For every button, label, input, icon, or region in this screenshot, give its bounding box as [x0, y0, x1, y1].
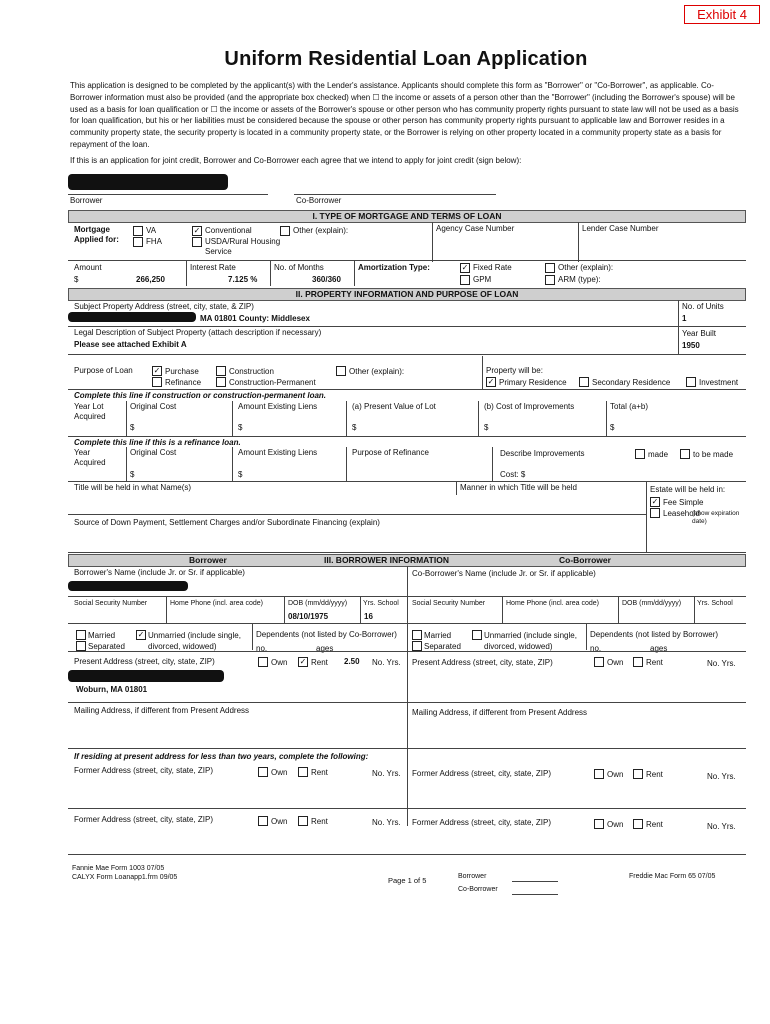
gpm-checkbox[interactable] — [460, 275, 470, 285]
form-title: Uniform Residential Loan Application — [224, 48, 588, 70]
refinance-label: Refinance — [165, 378, 202, 387]
dependents-label: Dependents (not listed by Co-Borrower) — [256, 630, 397, 639]
co-yrs-school-label: Yrs. School — [697, 600, 733, 607]
purchase-label: Purchase — [165, 367, 199, 376]
footer-page: Page 1 of 5 — [388, 876, 427, 885]
fee-simple-checkbox[interactable]: ✓ — [651, 497, 659, 506]
co-own-label: Own — [607, 658, 624, 667]
refinance-note: Complete this line if this is a refinance loan. — [74, 438, 241, 447]
co-unmarried-label: Unmarried (include single, — [484, 631, 577, 640]
secondary-residence-checkbox[interactable] — [579, 377, 589, 387]
to-be-made-label: to be made — [693, 450, 734, 459]
usda-checkbox[interactable] — [192, 237, 202, 247]
unmarried-label: Unmarried (include single, — [148, 631, 241, 640]
sig-coborrower-label: Co-Borrower — [296, 196, 342, 205]
former-address-label-2: Former Address (street, city, state, ZIP) — [74, 815, 213, 824]
interest-rate-label: Interest Rate — [190, 263, 236, 272]
original-cost-dollar: $ — [130, 423, 135, 432]
refi-original-cost-dollar: $ — [130, 470, 135, 479]
sig-borrower-label: Borrower — [70, 196, 103, 205]
co-unmarried-checkbox[interactable] — [472, 630, 482, 640]
gpm-label: GPM — [473, 275, 492, 284]
redacted-name — [68, 581, 188, 591]
redacted-address — [68, 312, 196, 322]
arm-checkbox[interactable] — [545, 275, 555, 285]
ssn-label: Social Security Number — [74, 600, 148, 607]
made-checkbox[interactable] — [635, 449, 645, 459]
interest-rate-value: 7.125 % — [228, 275, 258, 284]
fha-checkbox[interactable] — [133, 237, 143, 247]
lender-case-label: Lender Case Number — [582, 224, 659, 233]
manner-title-label: Manner in which Title will be held — [460, 483, 577, 492]
footer-freddie: Freddie Mac Form 65 07/05 — [629, 873, 716, 880]
section-3-title: III. BORROWER INFORMATION — [324, 555, 449, 565]
co-dependents-label: Dependents (not listed by Borrower) — [590, 630, 719, 639]
co-former-address-label-1: Former Address (street, city, state, ZIP) — [412, 769, 551, 778]
construction-label: Construction — [229, 367, 274, 376]
cost-improvements-label: (b) Cost of Improvements — [484, 402, 575, 411]
former-own-label-2: Own — [271, 817, 288, 826]
co-former-rent-checkbox-2[interactable] — [633, 819, 643, 829]
purpose-refinance-label: Purpose of Refinance — [352, 448, 429, 457]
property-will-be-label: Property will be: — [486, 366, 543, 375]
co-dependents-ages: ages — [650, 644, 668, 653]
conventional-label: Conventional — [205, 226, 252, 235]
co-former-rent-label-1: Rent — [646, 770, 663, 779]
agency-case-label: Agency Case Number — [436, 224, 515, 233]
rent-checkbox[interactable]: ✓ — [299, 657, 307, 666]
dob-label: DOB (mm/dd/yyyy) — [288, 600, 348, 607]
co-former-rent-label-2: Rent — [646, 820, 663, 829]
married-checkbox[interactable] — [76, 630, 86, 640]
former-no-yrs-1: No. Yrs. — [372, 769, 401, 778]
borrower-tab: Borrower — [189, 555, 227, 565]
borrower-name-label: Borrower's Name (include Jr. or Sr. if applicable) — [74, 568, 245, 577]
separated-checkbox[interactable] — [76, 641, 86, 651]
leasehold-note: (show expiration date) — [692, 510, 740, 525]
refi-existing-liens-dollar: $ — [238, 470, 243, 479]
former-address-label-1: Former Address (street, city, state, ZIP) — [74, 766, 213, 775]
legal-description-label: Legal Description of Subject Property (attach description if necessary) — [74, 328, 322, 337]
other-mortgage-label: Other (explain): — [293, 226, 349, 235]
co-rent-label: Rent — [646, 658, 663, 667]
down-payment-label: Source of Down Payment, Settlement Charges and/or Subordinate Financing (explain) — [74, 518, 380, 527]
co-former-no-yrs-1: No. Yrs. — [707, 772, 736, 781]
months-label: No. of Months — [274, 263, 324, 272]
exhibit-label: Exhibit 4 — [684, 5, 760, 24]
no-yrs-label: No. Yrs. — [372, 658, 401, 667]
purpose-other-checkbox[interactable] — [336, 366, 346, 376]
dependents-ages: ages — [316, 644, 334, 653]
own-label: Own — [271, 658, 288, 667]
primary-residence-label: Primary Residence — [499, 378, 567, 387]
co-rent-checkbox[interactable] — [633, 657, 643, 667]
existing-liens-dollar: $ — [238, 423, 243, 432]
estate-held-label: Estate will be held in: — [650, 485, 726, 494]
yrs-school-value: 16 — [364, 612, 373, 621]
co-separated-checkbox[interactable] — [412, 641, 422, 651]
co-former-own-label-1: Own — [607, 770, 624, 779]
co-separated-label: Separated — [424, 642, 461, 651]
section-1-header: I. TYPE OF MORTGAGE AND TERMS OF LOAN — [68, 210, 746, 223]
fee-simple-label: Fee Simple — [663, 498, 704, 507]
fixed-rate-checkbox[interactable]: ✓ — [461, 263, 469, 272]
investment-checkbox[interactable] — [686, 377, 696, 387]
co-married-label: Married — [424, 631, 452, 640]
mailing-address-label: Mailing Address, if different from Present Address — [74, 706, 250, 715]
dependents-no: no. — [256, 644, 268, 653]
refi-original-cost-label: Original Cost — [130, 448, 177, 457]
construction-perm-checkbox[interactable] — [216, 377, 226, 387]
redacted-street — [68, 670, 224, 682]
conventional-checkbox[interactable]: ✓ — [193, 226, 201, 235]
purchase-checkbox[interactable]: ✓ — [153, 366, 161, 375]
own-checkbox[interactable] — [258, 657, 268, 667]
footer-borrower: Borrower — [458, 873, 487, 880]
year-built-value: 1950 — [682, 341, 700, 350]
residing-note: If residing at present address for less than two years, complete the following: — [74, 752, 369, 761]
amort-other-label: Other (explain): — [558, 263, 614, 272]
year-built-label: Year Built — [682, 329, 716, 338]
arm-label: ARM (type): — [558, 275, 601, 284]
mortgage-applied-label: Mortgage Applied for: — [74, 225, 119, 244]
leasehold-checkbox[interactable] — [650, 508, 660, 518]
present-value-label: (a) Present Value of Lot — [352, 402, 436, 411]
former-rent-checkbox-1[interactable] — [298, 767, 308, 777]
co-former-own-checkbox-1[interactable] — [594, 769, 604, 779]
primary-residence-checkbox[interactable]: ✓ — [487, 377, 495, 386]
legal-description-value: Please see attached Exhibit A — [74, 340, 187, 349]
co-own-checkbox[interactable] — [594, 657, 604, 667]
to-be-made-checkbox[interactable] — [680, 449, 690, 459]
secondary-residence-label: Secondary Residence — [592, 378, 671, 387]
original-cost-label: Original Cost — [130, 402, 177, 411]
unmarried-checkbox[interactable]: ✓ — [137, 630, 145, 639]
former-no-yrs-2: No. Yrs. — [372, 818, 401, 827]
yrs-school-label: Yrs. School — [363, 600, 399, 607]
home-phone-label: Home Phone (incl. area code) — [170, 600, 263, 607]
former-rent-checkbox-2[interactable] — [298, 816, 308, 826]
made-label: made — [648, 450, 669, 459]
units-value: 1 — [682, 314, 687, 323]
va-checkbox[interactable] — [133, 226, 143, 236]
amount-value: 266,250 — [136, 275, 165, 284]
coborrower-tab: Co-Borrower — [559, 555, 611, 565]
footer-calyx: CALYX Form Loanapp1.frm 09/05 — [72, 874, 178, 881]
leasehold-label: Leasehold — [663, 509, 700, 518]
rent-years-value: 2.50 — [344, 657, 360, 666]
cost-improvements-dollar: $ — [484, 423, 489, 432]
construction-perm-label: Construction-Permanent — [229, 378, 316, 387]
section-2-header: II. PROPERTY INFORMATION AND PURPOSE OF LOAN — [68, 288, 746, 301]
amount-dollar: $ — [74, 275, 79, 284]
city-value: Woburn, MA 01801 — [76, 685, 148, 694]
total-label: Total (a+b) — [610, 402, 649, 411]
investment-label: Investment — [699, 378, 739, 387]
co-present-address-label: Present Address (street, city, state, ZIP) — [412, 658, 553, 667]
amort-other-checkbox[interactable] — [545, 263, 555, 273]
former-rent-label-2: Rent — [311, 817, 328, 826]
year-acquired-label: Year Acquired — [74, 448, 106, 467]
construction-checkbox[interactable] — [216, 366, 226, 376]
units-label: No. of Units — [682, 302, 724, 311]
other-mortgage-checkbox[interactable] — [280, 226, 290, 236]
purpose-label: Purpose of Loan — [74, 366, 133, 375]
former-own-label-1: Own — [271, 768, 288, 777]
rent-label: Rent — [311, 658, 328, 667]
co-dob-label: DOB (mm/dd/yyyy) — [622, 600, 682, 607]
intro-paragraph: This application is designed to be completed by the applicant(s) with the Lender's assistance. Applicants should complete this form as "Borrower" or "Co-Borrower", as applicable. Co-Borrower information must also be provided (and the appropriate box checked) when ☐ the income or assets of a person other than the "Borrower" (including the Borrower's spouse) will be used as a basis for loan qualification or ☐ the income or assets of the Borrower's spouse or other person who has community property rights pursuant to state law will not be used as a basis for loan qualification, but his or her liabilities must be considered because the spouse or other person has community property rights pursuant to applicable law and Borrower resides in a community property state, the security property is located in a community property state, or the Borrower is relying on other property located in a community property state as a basis for repayment of the loan. — [70, 81, 739, 149]
former-own-checkbox-2[interactable] — [258, 816, 268, 826]
footer-coborrower: Co-Borrower — [458, 886, 498, 893]
amount-label: Amount — [74, 263, 102, 272]
co-former-address-label-2: Former Address (street, city, state, ZIP) — [412, 818, 551, 827]
loan-application-form — [66, 38, 746, 898]
footer-fannie: Fannie Mae Form 1003 07/05 — [72, 865, 165, 872]
co-no-yrs-label: No. Yrs. — [707, 659, 736, 668]
cost-label: Cost: $ — [500, 470, 526, 479]
construction-note: Complete this line if construction or construction-permanent loan. — [74, 391, 327, 400]
separated-label: Separated — [88, 642, 125, 651]
dob-value: 08/10/1975 — [288, 612, 329, 621]
subject-address-label: Subject Property Address (street, city, state, & ZIP) — [74, 302, 254, 311]
co-former-own-label-2: Own — [607, 820, 624, 829]
present-value-dollar: $ — [352, 423, 357, 432]
fha-label: FHA — [146, 237, 162, 246]
title-names-label: Title will be held in what Name(s) — [74, 483, 192, 492]
subject-address-value: MA 01801 County: Middlesex — [200, 314, 310, 323]
fixed-rate-label: Fixed Rate — [473, 263, 512, 272]
va-label: VA — [146, 226, 157, 235]
co-former-no-yrs-2: No. Yrs. — [707, 822, 736, 831]
describe-improvements-label: Describe Improvements — [500, 449, 585, 458]
year-lot-label: Year Lot Acquired — [74, 402, 106, 421]
former-own-checkbox-1[interactable] — [258, 767, 268, 777]
co-unmarried-label-2: divorced, widowed) — [484, 642, 553, 651]
co-former-own-checkbox-2[interactable] — [594, 819, 604, 829]
total-dollar: $ — [610, 423, 615, 432]
coborrower-name-label: Co-Borrower's Name (include Jr. or Sr. if applicable) — [412, 569, 596, 578]
joint-credit-text: If this is an application for joint credit, Borrower and Co-Borrower each agree that we intend to apply for joint credit (sign below): — [70, 156, 522, 165]
refi-existing-liens-label: Amount Existing Liens — [238, 448, 318, 457]
co-mailing-address-label: Mailing Address, if different from Present Address — [412, 708, 588, 717]
unmarried-label-2: divorced, widowed) — [148, 642, 217, 651]
co-home-phone-label: Home Phone (incl. area code) — [506, 600, 599, 607]
redacted-signature — [68, 174, 228, 190]
purpose-other-label: Other (explain): — [349, 367, 405, 376]
existing-liens-label: Amount Existing Liens — [238, 402, 318, 411]
former-rent-label-1: Rent — [311, 768, 328, 777]
months-value: 360/360 — [312, 275, 341, 284]
co-dependents-no: no. — [590, 644, 602, 653]
co-former-rent-checkbox-1[interactable] — [633, 769, 643, 779]
amortization-label: Amortization Type: — [358, 263, 430, 272]
refinance-checkbox[interactable] — [152, 377, 162, 387]
present-address-label: Present Address (street, city, state, ZIP) — [74, 657, 215, 666]
co-ssn-label: Social Security Number — [412, 600, 486, 607]
usda-label: USDA/Rural Housing Service — [205, 237, 281, 256]
married-label: Married — [88, 631, 116, 640]
co-married-checkbox[interactable] — [412, 630, 422, 640]
